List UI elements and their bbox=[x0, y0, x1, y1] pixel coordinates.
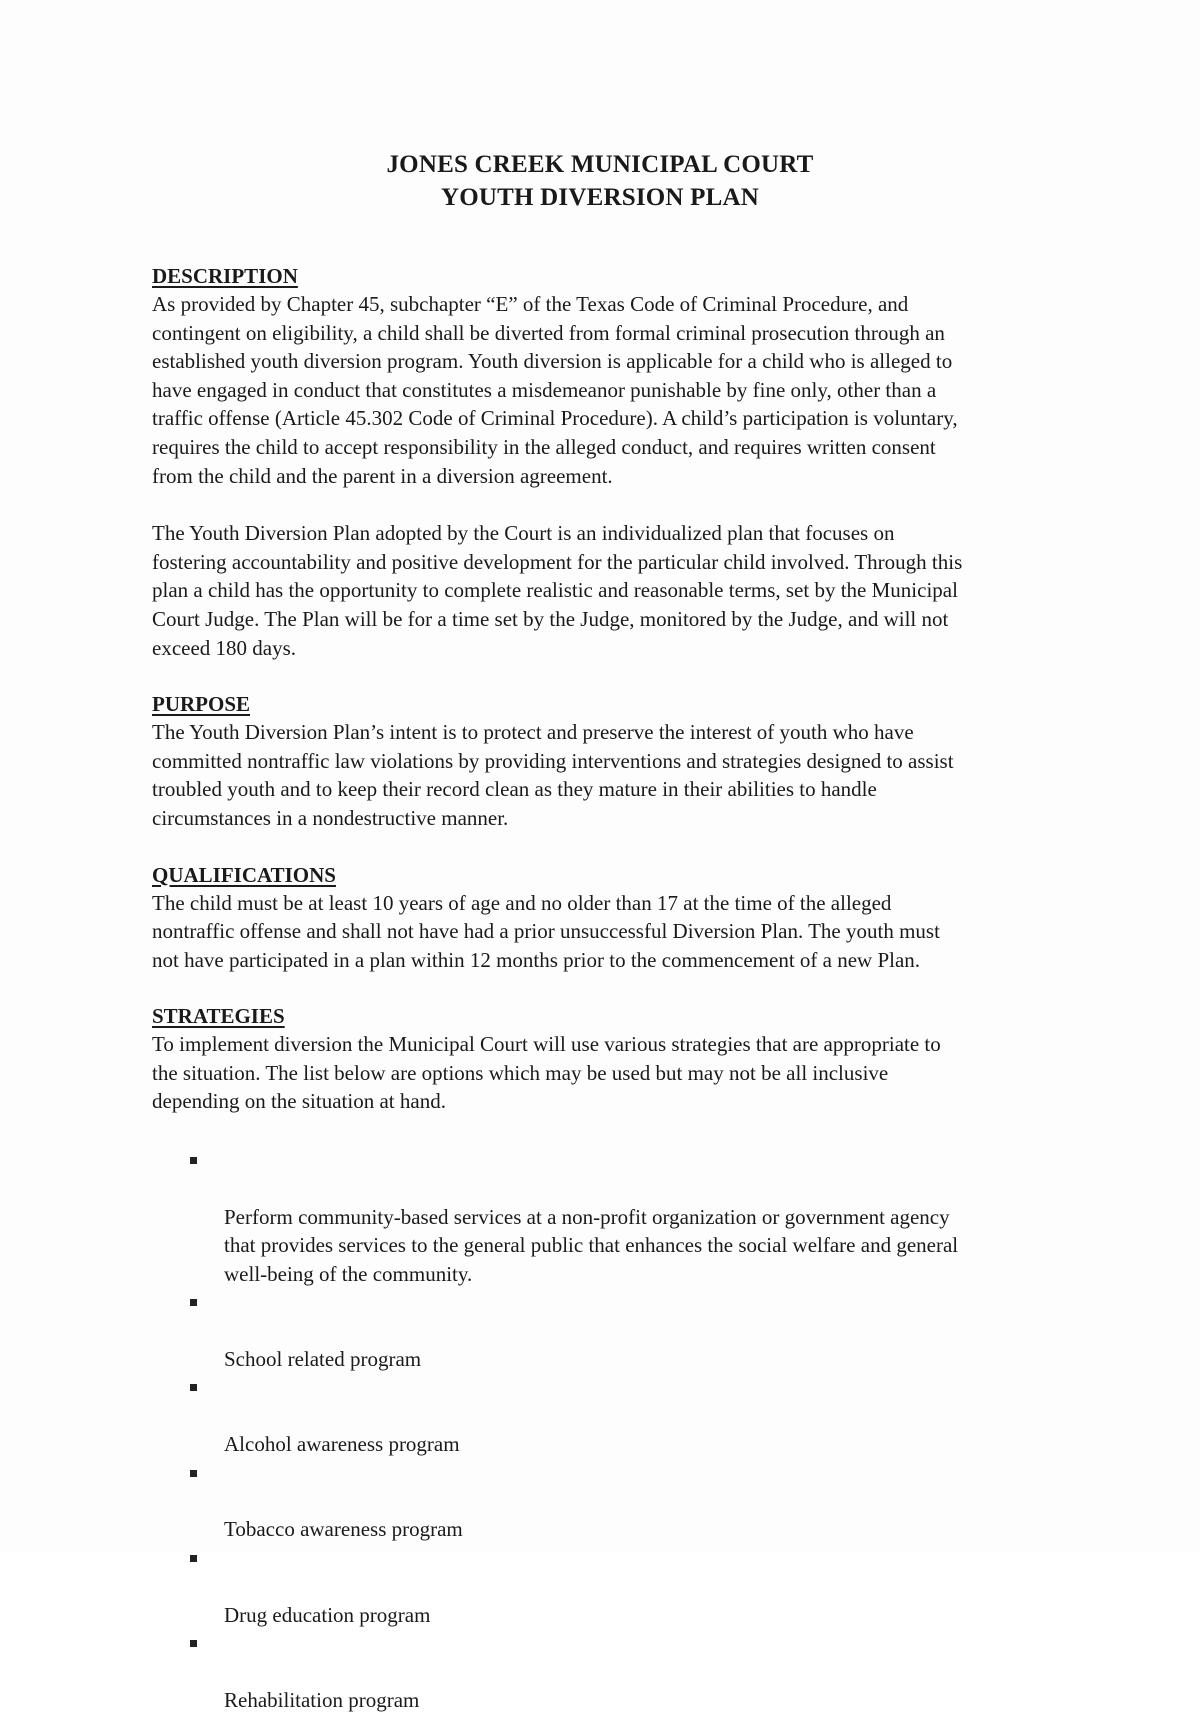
list-item-text: School related program bbox=[224, 1346, 422, 1371]
bullet-square-icon bbox=[190, 1555, 197, 1562]
qualifications-paragraph: The child must be at least 10 years of age and no older than 17 at the time of the alleged nontraffic offense and shall not have had a prior unsuccessful Diversion Plan. The youth must not have participated in a plan within 12 months prior to the commencement of a new Plan. bbox=[152, 890, 940, 972]
bullet-square-icon bbox=[190, 1470, 197, 1477]
strategies-list bbox=[152, 1146, 1052, 1714]
bullet-square-icon bbox=[190, 1299, 197, 1306]
description-heading: DESCRIPTION bbox=[152, 264, 298, 288]
list-item bbox=[152, 1459, 1052, 1544]
qualifications-heading: QUALIFICATIONS bbox=[152, 862, 336, 887]
list-item-text: Rehabilitation program bbox=[224, 1687, 420, 1712]
list-item-text: Tobacco awareness program bbox=[224, 1517, 463, 1542]
purpose-heading: PURPOSE bbox=[152, 692, 251, 717]
section-strategies bbox=[152, 1002, 1052, 1714]
list-item-text: Drug education program bbox=[224, 1602, 431, 1627]
strategies-paragraph: To implement diversion the Municipal Court will use various strategies that are appropriate to the situation. The list below are options which may be used but may not be all inclusive depending on the situation at hand. bbox=[152, 1032, 941, 1114]
list-item-text: Alcohol awareness program bbox=[224, 1432, 460, 1457]
list-item bbox=[152, 1629, 1052, 1714]
description-paragraph-2: The Youth Diversion Plan adopted by the Court is an individualized plan that focuses on fostering accountability and positive development for the particular child involved. Through this plan a child has the opportunity to complete realistic and reasonable terms, set by the Municipal Court Judge. The Plan will be for a time set by the Judge, monitored by the Judge, and will not exceed 180 days. bbox=[152, 521, 963, 660]
list-item bbox=[152, 1544, 1052, 1629]
list-item bbox=[152, 1146, 1052, 1288]
list-item-text: Perform community-based services at a non-profit organization or government agency that provides services to the general public that enhances the social welfare and general well-being of the community. bbox=[224, 1204, 959, 1286]
bullet-square-icon bbox=[190, 1157, 197, 1164]
strategies-heading: STRATEGIES bbox=[152, 1004, 285, 1029]
document-title bbox=[0, 148, 1200, 214]
bullet-square-icon bbox=[190, 1384, 197, 1391]
list-item bbox=[152, 1373, 1052, 1458]
description-paragraph-1: As provided by Chapter 45, subchapter “E” of the Texas Code of Criminal Procedure, and contingent on eligibility, a child shall be diverted from formal criminal prosecution through an established youth diversion program. Youth diversion is applicable for a child who is alleged to have engaged in conduct that constitutes a misdemeanor punishable by fine only, other than a traffic offense (Article 45.302 Code of Criminal Procedure). A child’s participation is voluntary, requires the child to accept responsibility in the alleged conduct, and requires written consent from the child and the parent in a diversion agreement. bbox=[152, 292, 958, 488]
bullet-square-icon bbox=[190, 1640, 197, 1647]
section-description bbox=[152, 262, 1052, 662]
document-body bbox=[152, 262, 1052, 1714]
section-qualifications bbox=[152, 861, 1052, 975]
purpose-paragraph: The Youth Diversion Plan’s intent is to protect and preserve the interest of youth who have committed nontraffic law violations by providing interventions and strategies designed to assist troubled youth and to keep their record clean as they mature in their abilities to handle circumstances in a nondestructive manner. bbox=[152, 720, 954, 830]
title-line-plan: YOUTH DIVERSION PLAN bbox=[441, 184, 759, 211]
title-line-court: JONES CREEK MUNICIPAL COURT bbox=[386, 151, 814, 178]
section-purpose bbox=[152, 690, 1052, 832]
list-item bbox=[152, 1288, 1052, 1373]
